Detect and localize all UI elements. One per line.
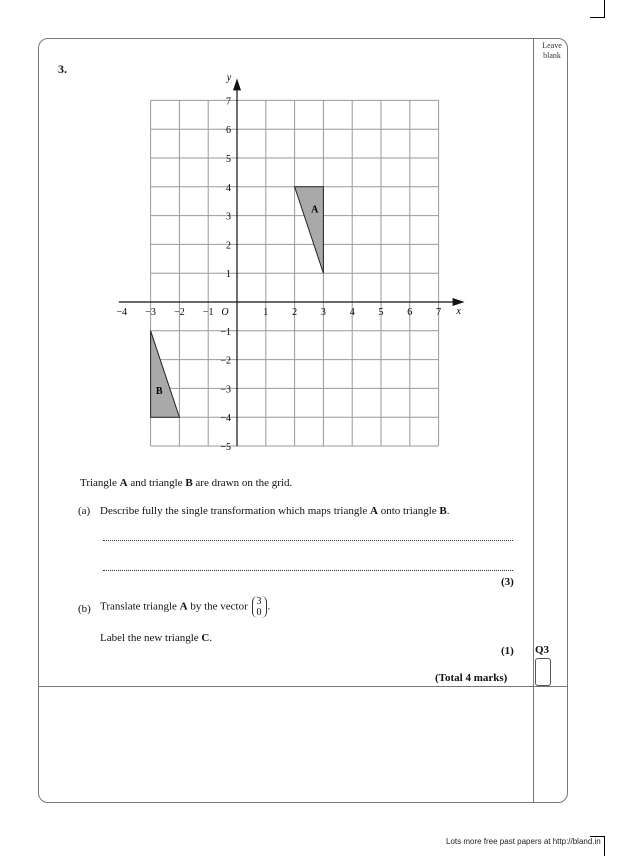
crop-mark-top-right-h [590, 17, 605, 18]
y-tick-label: 5 [226, 154, 231, 165]
triangle-label-a: A [311, 204, 319, 216]
question-number: 3. [58, 62, 67, 76]
coordinate-grid [0, 60, 639, 530]
triangle-a-ref: A [119, 477, 128, 489]
y-axis-label: y [226, 72, 232, 84]
part-a-marks: (3) [501, 576, 514, 588]
x-tick-label: −4 [116, 307, 128, 318]
y-tick-label: −3 [220, 384, 231, 396]
section-divider [38, 686, 568, 687]
x-tick-label: 3 [320, 307, 326, 318]
blank-label: blank [543, 51, 561, 60]
y-tick-label: 3 [226, 211, 231, 223]
origin-label: O [221, 307, 229, 318]
x-axis-arrow-icon [453, 298, 465, 306]
part-a-label: (a) [78, 505, 91, 517]
x-tick-label: −1 [202, 307, 214, 318]
y-tick-label: −2 [220, 355, 231, 367]
triangle-a [295, 187, 324, 273]
crop-mark-bottom-right [604, 836, 605, 856]
leave-blank-label [536, 41, 568, 61]
y-tick-label: −4 [220, 413, 231, 425]
part-a-text: Describe fully the single transformation which maps triangle A onto triangle B. [100, 505, 450, 517]
answer-line-2[interactable] [103, 570, 513, 571]
leave-label: Leave [542, 41, 562, 50]
part-b-label: (b) [78, 603, 91, 615]
y-tick-label: 6 [226, 125, 231, 137]
intro-text: Triangle A and triangle B are drawn on the grid. [80, 477, 293, 489]
x-tick-label: 4 [349, 307, 355, 318]
x-tick-label: 1 [263, 307, 269, 318]
x-tick-label: −3 [145, 307, 156, 318]
mark-box[interactable] [535, 658, 551, 686]
answer-line-1[interactable] [103, 540, 513, 541]
x-tick-label: 6 [407, 307, 413, 318]
footer-text: Lots more free past papers at http://bland.in [446, 837, 601, 846]
y-tick-label: −1 [220, 326, 231, 338]
translation-vector: 3 0 [252, 596, 267, 618]
triangle-b [151, 331, 180, 417]
x-tick-label: 2 [292, 307, 298, 318]
y-tick-label: 7 [226, 96, 231, 108]
part-b-marks: (1) [501, 645, 514, 657]
x-tick-label: 7 [436, 307, 442, 318]
y-tick-label: 4 [226, 182, 231, 194]
crop-mark-top-right [604, 0, 605, 18]
question-ref: Q3 [535, 644, 550, 656]
total-marks: (Total 4 marks) [435, 672, 508, 684]
y-tick-label: 2 [226, 240, 231, 252]
grid-lines [151, 100, 442, 446]
triangle-label-b: B [155, 386, 163, 398]
y-axis-arrow-icon [233, 78, 241, 90]
x-tick-label: 5 [378, 307, 384, 318]
part-b-text: Translate triangle A by the vector 3 0 . [100, 596, 271, 618]
y-tick-label: 1 [226, 269, 231, 281]
x-tick-label: −2 [174, 307, 185, 318]
triangle-b-ref: B [185, 477, 193, 489]
x-axis-label: x [456, 306, 461, 317]
part-b-line2: Label the new triangle C. [100, 632, 213, 644]
y-tick-label: −5 [220, 442, 231, 453]
